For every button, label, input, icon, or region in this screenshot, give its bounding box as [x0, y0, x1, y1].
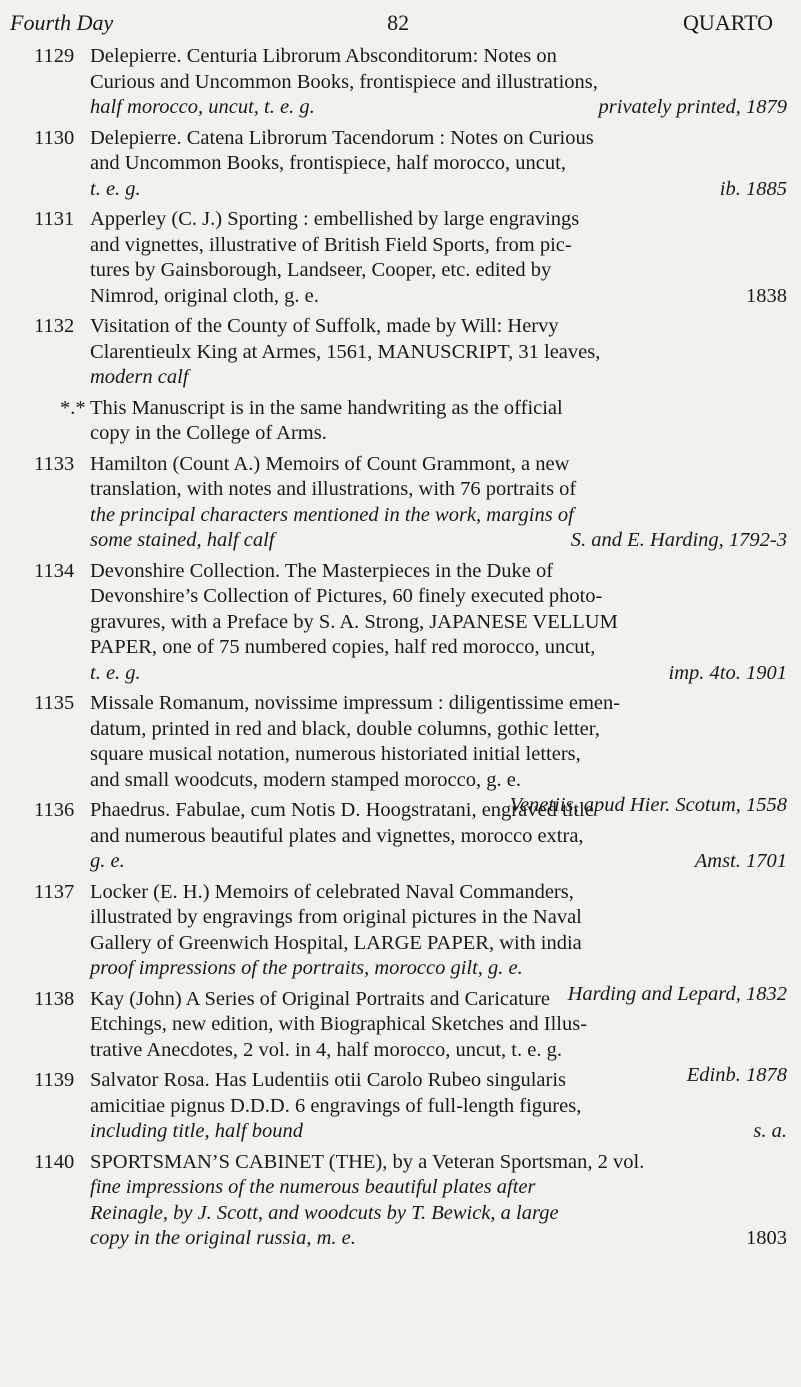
lot-line: [90, 1226, 787, 1252]
lot-imprint: Amst. 1701: [694, 850, 787, 872]
lot-line: and vignettes, illustrative of British Field Sports, from pic-: [90, 233, 572, 256]
lot-line: Gallery of Greenwich Hospital, LARGE PAPER, with india: [90, 931, 582, 954]
lot-number: 1133: [34, 452, 75, 475]
lot-text: fine impressions of the numerous beautiful plates after: [90, 1176, 536, 1198]
lot-line: PAPER, one of 75 numbered copies, half red morocco, uncut,: [90, 636, 596, 658]
lot-imprint: S. and E. Harding, 1792-3: [570, 529, 787, 551]
lot-line: [90, 1201, 787, 1227]
lot-binding: some stained, half calf: [90, 529, 275, 551]
lot-number: 1135: [34, 692, 75, 714]
format-label: QUARTO: [683, 10, 773, 35]
lot-line: tures by Gainsborough, Landseer, Cooper, etc. edited by: [90, 259, 552, 281]
lot-line: translation, with notes and illustrations, with 76 portraits of: [90, 478, 577, 500]
lot-number: 1132: [34, 315, 75, 337]
note-marker: *.*: [60, 396, 86, 419]
lot-line: Phaedrus. Fabulae, cum Notis D. Hoogstratani, engraved title: [90, 799, 594, 821]
lot-entry: [0, 44, 801, 121]
lot-line: amicitiae pignus D.D.D. 6 engravings of full-length figures,: [90, 1094, 582, 1117]
lot-line: illustrated by engravings from original pictures in the Naval: [90, 906, 582, 928]
lot-text: proof impressions of the portraits, morocco gilt, g. e.: [90, 957, 523, 979]
lot-binding: modern calf: [90, 366, 189, 388]
lot-binding: half morocco, uncut, t. e. g.: [90, 96, 315, 118]
note-line: This Manuscript is in the same handwriting as the official: [90, 396, 563, 419]
lot-imprint: 1838: [746, 284, 787, 307]
page-header: [10, 6, 773, 40]
lot-line: datum, printed in red and black, double columns, gothic letter,: [90, 717, 600, 740]
lot-number: 1136: [34, 799, 75, 821]
lot-line: Visitation of the County of Suffolk, made by Will: Hervy: [90, 315, 559, 337]
running-head: Fourth Day: [10, 10, 114, 35]
lot-line: gravures, with a Preface by S. A. Strong, JAPANESE VELLUM: [90, 610, 618, 633]
lot-number: 1140: [34, 1150, 75, 1173]
lot-entry: [0, 1150, 801, 1252]
lot-line: [90, 1119, 787, 1145]
lot-line: [90, 284, 787, 310]
lot-imprint: Harding and Lepard, 1832: [567, 982, 787, 1005]
lot-imprint: s. a.: [753, 1120, 787, 1142]
lot-imprint: privately printed, 1879: [598, 96, 787, 118]
lot-entry: [0, 126, 801, 203]
lot-line: Salvator Rosa. Has Ludentiis otii Carolo Rubeo singularis: [90, 1069, 567, 1091]
lot-imprint: Venetiis, apud Hier. Scotum, 1558: [509, 794, 787, 816]
lot-line: Devonshire Collection. The Masterpieces in the Duke of: [90, 559, 554, 582]
page-number: 82: [387, 10, 410, 35]
lot-binding: t. e. g.: [90, 177, 141, 200]
lot-line: Clarentieulx King at Armes, 1561, MANUSCRIPT, 31 leaves,: [90, 340, 601, 363]
lot-line: square musical notation, numerous historiated initial letters,: [90, 743, 581, 765]
lot-binding: Nimrod, original cloth, g. e.: [90, 284, 319, 307]
lot-line: Locker (E. H.) Memoirs of celebrated Naval Commanders,: [90, 880, 574, 903]
lot-line: Delepierre. Centuria Librorum Absconditorum: Notes on: [90, 45, 557, 67]
lot-line: [90, 365, 787, 391]
lot-line: and numerous beautiful plates and vignettes, morocco extra,: [90, 824, 584, 847]
lot-line: Kay (John) A Series of Original Portraits and Caricature: [90, 987, 550, 1010]
lot-entry: [0, 1068, 801, 1145]
lot-line: [90, 95, 787, 121]
lot-line: [90, 849, 787, 875]
lot-note: [0, 396, 801, 447]
lot-imprint: imp. 4to. 1901: [668, 661, 787, 684]
lot-text: Reinagle, by J. Scott, and woodcuts by T. Bewick, a large: [90, 1201, 559, 1224]
lot-line: Curious and Uncommon Books, frontispiece and illustrations,: [90, 70, 598, 93]
lot-line: [90, 956, 787, 982]
lot-line: [90, 661, 787, 687]
lot-number: 1139: [34, 1069, 75, 1091]
lot-entry: [0, 798, 801, 875]
lot-line: Delepierre. Catena Librorum Tacendorum : Notes on Curious: [90, 126, 594, 149]
lot-imprint: Edinb. 1878: [686, 1064, 787, 1086]
lot-line: Etchings, new edition, with Biographical Sketches and Illus-: [90, 1013, 588, 1035]
lot-line: trative Anecdotes, 2 vol. in 4, half morocco, uncut, t. e. g.: [90, 1038, 562, 1061]
lot-line: Hamilton (Count A.) Memoirs of Count Grammont, a new: [90, 452, 570, 475]
note-line: copy in the College of Arms.: [90, 422, 327, 444]
lot-binding: t. e. g.: [90, 661, 141, 684]
lot-line: [90, 503, 787, 529]
lot-entry: [0, 314, 801, 391]
lot-number: 1134: [34, 559, 75, 582]
lot-binding: including title, half bound: [90, 1120, 303, 1142]
lot-line: and Uncommon Books, frontispiece, half morocco, uncut,: [90, 152, 566, 174]
lot-line: [90, 177, 787, 203]
lot-line: Missale Romanum, novissime impressum : diligentissime emen-: [90, 692, 621, 714]
lot-number: 1129: [34, 45, 75, 67]
lot-number: 1137: [34, 880, 75, 903]
lot-line: Devonshire’s Collection of Pictures, 60 finely executed photo-: [90, 585, 603, 607]
lot-entry: [0, 207, 801, 309]
lot-number: 1130: [34, 126, 75, 149]
lot-line: and small woodcuts, modern stamped morocco, g. e.: [90, 768, 521, 791]
lot-list: [0, 44, 801, 1257]
lot-entry: [0, 452, 801, 554]
lot-line: [90, 1175, 787, 1201]
lot-text: the principal characters mentioned in the work, margins of: [90, 503, 574, 526]
lot-line: [90, 528, 787, 554]
lot-imprint: 1803: [746, 1227, 787, 1249]
lot-line: Apperley (C. J.) Sporting : embellished by large engravings: [90, 208, 580, 230]
lot-number: 1131: [34, 208, 75, 230]
lot-entry: [0, 559, 801, 687]
lot-binding: g. e.: [90, 850, 125, 872]
lot-number: 1138: [34, 987, 75, 1010]
lot-imprint: ib. 1885: [719, 177, 787, 200]
lot-binding: copy in the original russia, m. e.: [90, 1227, 356, 1249]
lot-line: SPORTSMAN’S CABINET (THE), by a Veteran Sportsman, 2 vol.: [90, 1150, 645, 1173]
